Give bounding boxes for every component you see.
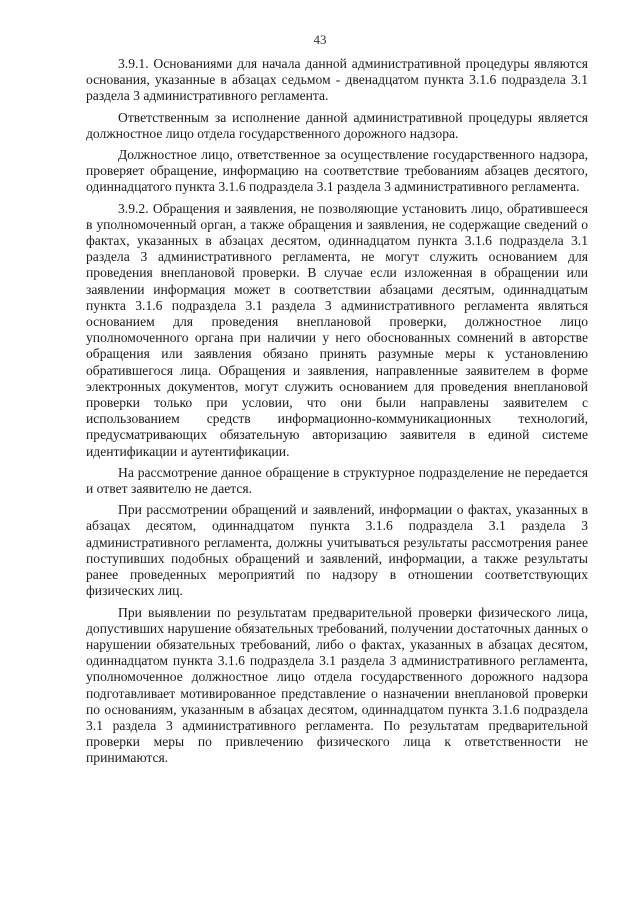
paragraph-not-transferred: На рассмотрение данное обращение в структурное подразделение не передается и ответ заявителю не дается. bbox=[86, 464, 588, 497]
document-body bbox=[86, 56, 588, 767]
paragraph-3-9-1: 3.9.1. Основаниями для начала данной административной процедуры являются основания, указанные в абзацах седьмом - двенадцатом пункта 3.1.6 подраздела 3.1 раздела 3 административного регламента. bbox=[86, 56, 588, 104]
paragraph-3-9-2: 3.9.2. Обращения и заявления, не позволяющие установить лицо, обратившееся в уполномоченный орган, а также обращения и заявления, не содержащие сведений о фактах, указанных в абзацах десятом, одиннадцатом пункта 3.1.6 подраздела 3.1 раздела 3 административного регламента, не могут служить основанием для проведения внеплановой проверки. В случае если изложенная в обращении или заявлении информация может в соответствии абзацами десятым, одиннадцатым пункта 3.1.6 подраздела 3.1 раздела 3 административного регламента являться основанием для проведения внеплановой проверки, должностное лицо уполномоченного органа при наличии у него обоснованных сомнений в авторстве обращения или заявления обязано принять разумные меры к установлению обратившегося лица. Обращения и заявления, направленные заявителем в форме электронных документов, могут служить основанием для проведения внеплановой проверки только при условии, что они были направлены заявителем с использованием средств информационно-коммуникационных технологий, предусматривающих обязательную авторизацию заявителя в единой системе идентификации и аутентификации. bbox=[86, 200, 588, 459]
paragraph-preliminary-check-results: При выявлении по результатам предварительной проверки физического лица, допустивших нарушение обязательных требований, получении достаточных данных о нарушении обязательных требований, либо о фактах, указанных в абзацах десятом, одиннадцатом пункта 3.1.6 подраздела 3.1 раздела 3 административного регламента, уполномоченное должностное лицо отдела государственного дорожного надзора подготавливает мотивированное представление о назначении внеплановой проверки по основаниям, указанным в абзацах десятом, одиннадцатом пункта 3.1.6 подраздела 3.1 раздела 3 административного регламента. По результатам предварительной проверки меры по привлечению физического лица к ответственности не принимаются. bbox=[86, 604, 588, 766]
paragraph-responsible-official: Ответственным за исполнение данной административной процедуры является должностное лицо отдела государственного дорожного надзора. bbox=[86, 109, 588, 141]
paragraph-consideration-of-requests: При рассмотрении обращений и заявлений, информации о фактах, указанных в абзацах десятом, одиннадцатом пункта 3.1.6 подраздела 3.1 раздела 3 административного регламента, должны учитываться результаты рассмотрения ранее поступивших подобных обращений и заявлений, информации, а также результаты ранее проведенных мероприятий по надзору в отношении соответствующих физических лиц. bbox=[86, 502, 588, 599]
page-number: 43 bbox=[313, 32, 327, 47]
paragraph-official-checks-request: Должностное лицо, ответственное за осуществление государственного надзора, проверяет обращение, информацию на соответствие требованиям абзацев десятого, одиннадцатого пункта 3.1.6 подраздела 3.1 раздела 3 административного регламента. bbox=[86, 147, 588, 195]
